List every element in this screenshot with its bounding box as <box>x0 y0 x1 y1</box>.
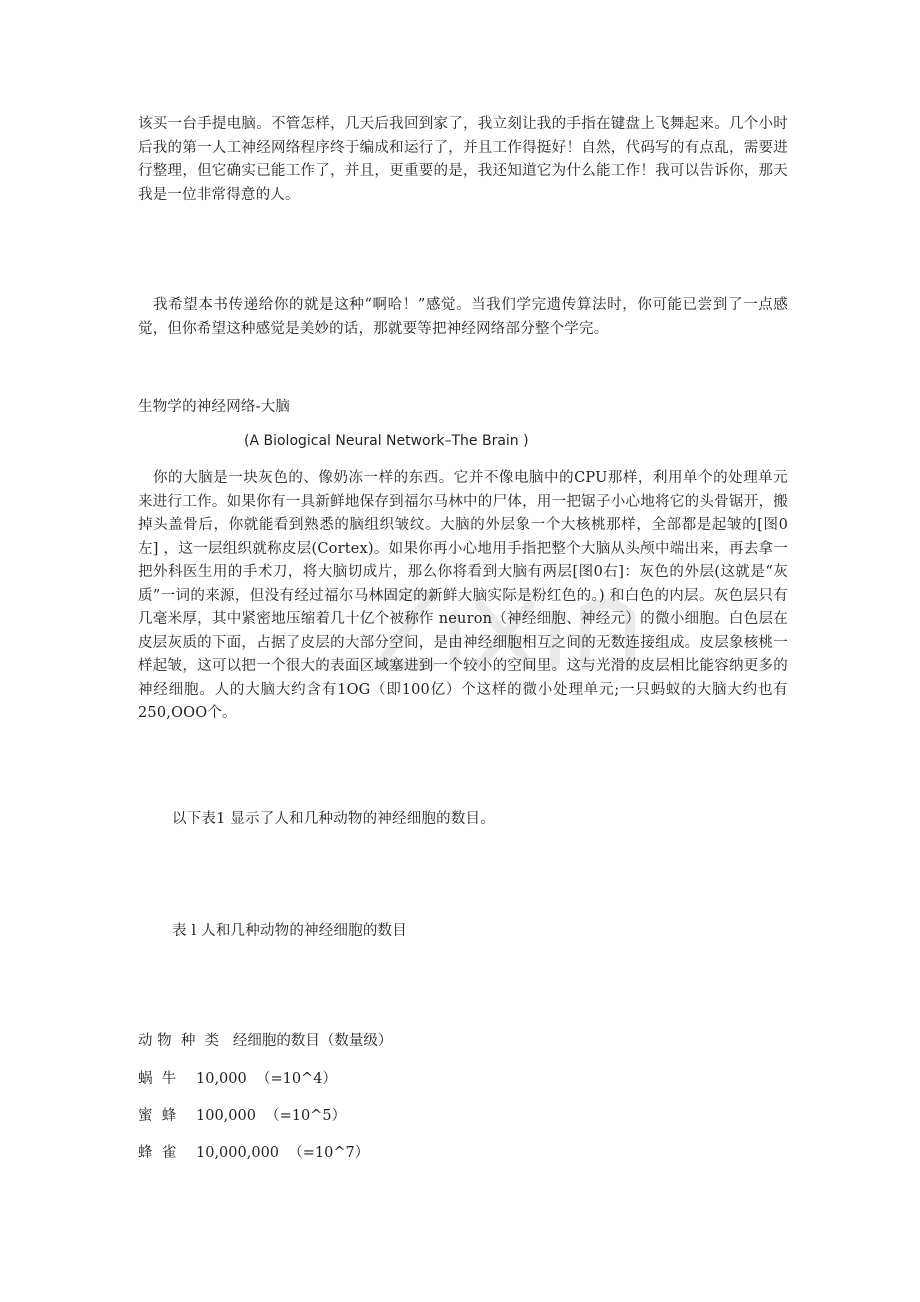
table-row <box>138 1068 337 1091</box>
table-cell-name: 蜜 蜂 <box>138 1108 177 1124</box>
table-row <box>138 1105 346 1128</box>
table-cell-name: 蜂 雀 <box>138 1145 177 1161</box>
paragraph-aha: 我希望本书传递给你的就是这种“啊哈！”感觉。当我们学完遗传算法时，你可能已尝到了一点感觉，但你希望这种感觉是美妙的话，那就要等把神经网络部分整个学完。 <box>138 297 788 337</box>
table-header-row <box>138 1030 392 1053</box>
table-cell-value: 10,000,000 （=10^7） <box>196 1145 370 1161</box>
table-cell-name: 蜗 牛 <box>138 1071 177 1087</box>
paragraph-brain: 你的大脑是一块灰色的、像奶冻一样的东西。它并不像电脑中的CPU那样，利用单个的处理单元来进行工作。如果你有一具新鲜地保存到福尔马林中的尸体，用一把锯子小心地将它的头骨锯开，搬掉头盖骨后，你就能看到熟悉的脑组织皱纹。大脑的外层象一个大核桃那样，全部都是起皱的[图0左] ，这一层组织就称皮层(Cortex)。如果你再小心地用手指把整个大脑从头颅中端出来，再去拿一把外科医生用的手术刀，将大脑切成片，那么你将看到大脑有两层[图0右]：灰色的外层(这就是“灰质”一词的来源，但没有经过福尔马林固定的新鲜大脑实际是粉红色的。) 和白色的内层。灰色层只有几毫米厚，其中紧密地压缩着几十亿个被称作 neuron（神经细胞、神经元）的微小细胞。白色层在皮层灰质的下面，占据了皮层的大部分空间，是由神经细胞相互之间的无数连接组成。皮层象核桃一样起皱，这可以把一个很大的表面区域塞进到一个较小的空间里。这与光滑的皮层相比能容纳更多的神经细胞。人的大脑大约含有1OG（即100亿）个这样的微小处理单元;一只蚂蚁的大脑大约也有250,OOO个。 <box>138 470 788 721</box>
table-caption: 表 l 人和几种动物的神经细胞的数目 <box>172 923 407 939</box>
paragraph-table-intro: 以下表1 显示了人和几种动物的神经细胞的数目。 <box>172 811 495 827</box>
table-header-value: 经细胞的数目（数量级） <box>232 1033 393 1049</box>
table-row <box>138 1142 369 1165</box>
table-cell-value: 100,000 （=10^5） <box>196 1108 347 1124</box>
table-header-name: 动 物 种 类 <box>138 1033 220 1049</box>
table-cell-value: 10,000 （=10^4） <box>196 1071 337 1087</box>
section-subheading: (A Biological Neural Network–The Brain ) <box>244 433 529 449</box>
paragraph-intro: 该买一台手提电脑。不管怎样，几天后我回到家了，我立刻让我的手指在键盘上飞舞起来。几个小时后我的第一人工神经网络程序终于编成和运行了，并且工作得挺好！自然，代码写的有点乱，需要进行整理，但它确实已能工作了，并且，更重要的是，我还知道它为什么能工作！我可以告诉你，那天我是一位非常得意的人。 <box>138 116 788 203</box>
section-heading: 生物学的神经网络-大脑 <box>138 399 291 415</box>
